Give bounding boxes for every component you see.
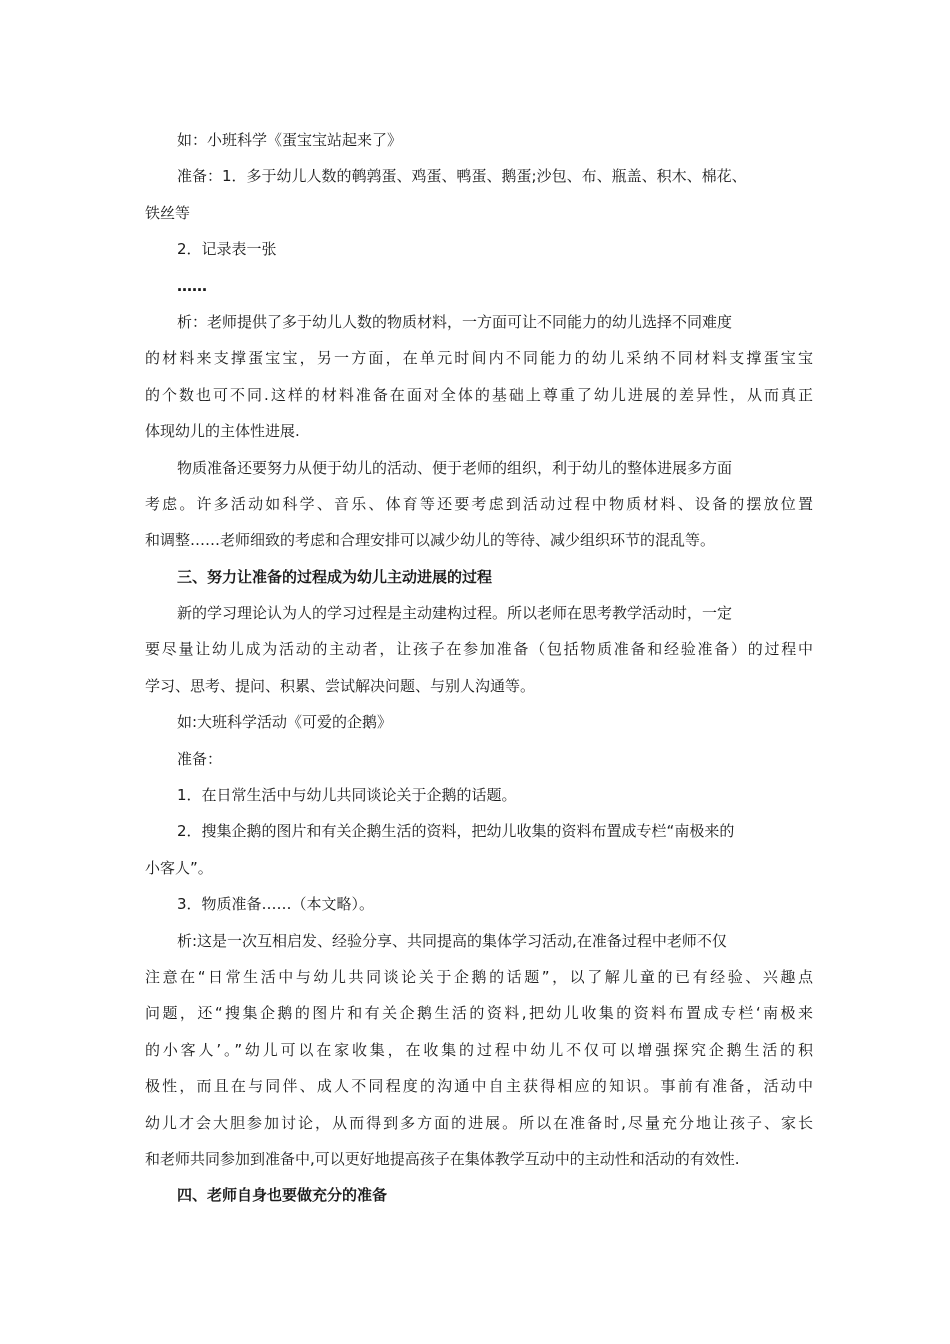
paragraph-line: 要尽量让幼儿成为活动的主动者，让孩子在参加准备（包括物质准备和经验准备）的过程中 [145,640,813,659]
document-body [145,122,813,1214]
paragraph-line: 如：小班科学《蛋宝宝站起来了》 [177,131,403,149]
paragraph-line: 体现幼儿的主体性进展. [145,422,300,441]
paragraph-line: 的个数也可不同.这样的材料准备在面对全体的基础上尊重了幼儿进展的差异性，从而真正 [145,385,813,404]
paragraph-line: 物质准备还要努力从便于幼儿的活动、便于老师的组织，利于幼儿的整体进展多方面 [177,458,733,477]
paragraph-line: 极性，而且在与同伴、成人不同程度的沟通中自主获得相应的知识。事前有准备，活动中 [145,1077,813,1096]
paragraph-line: 3．物质准备……（本文略）。 [177,895,375,914]
paragraph-line: 和调整……老师细致的考虑和合理安排可以减少幼儿的等待、减少组织环节的混乱等。 [145,531,716,550]
paragraph-line: 铁丝等 [145,203,191,222]
paragraph-line: 析：老师提供了多于幼儿人数的物质材料，一方面可让不同能力的幼儿选择不同难度 [177,312,733,331]
paragraph-line: 析:这是一次互相启发、经验分享、共同提高的集体学习活动,在准备过程中老师不仅 [177,931,727,950]
section-heading-line: …… [177,276,207,295]
paragraph-line: 学习、思考、提问、积累、尝试解决问题、与别人沟通等。 [145,676,536,695]
paragraph-line: 准备：1．多于幼儿人数的鹌鹑蛋、鸡蛋、鸭蛋、鹅蛋;沙包、布、瓶盖、积木、棉花、 [177,167,747,186]
paragraph-line: 考虑。许多活动如科学、音乐、体育等还要考虑到活动过程中物质材料、设备的摆放位置 [145,494,813,513]
paragraph-line: 的小客人’。”幼儿可以在家收集，在收集的过程中幼儿不仅可以增强探究企鹅生活的积 [145,1040,813,1059]
paragraph-line: 注意在“日常生活中与幼儿共同谈论关于企鹅的话题”，以了解儿童的已有经验、兴趣点 [145,967,813,986]
paragraph-line: 准备： [177,749,223,768]
paragraph-line: 2．搜集企鹅的图片和有关企鹅生活的资料，把幼儿收集的资料布置成专栏“南极来的 [177,822,735,841]
section-heading-line: 四、老师自身也要做充分的准备 [177,1186,388,1205]
paragraph-line: 幼儿才会大胆参加讨论，从而得到多方面的进展。所以在准备时,尽量充分地让孩子、家长 [145,1113,813,1132]
paragraph-line: 和老师共同参加到准备中,可以更好地提高孩子在集体教学互动中的主动性和活动的有效性. [145,1149,740,1168]
paragraph-line: 1．在日常生活中与幼儿共同谈论关于企鹅的话题。 [177,786,517,805]
paragraph-line: 的材料来支撑蛋宝宝，另一方面，在单元时间内不同能力的幼儿采纳不同材料支撑蛋宝宝 [145,349,813,368]
paragraph-line: 小客人”。 [145,858,213,877]
paragraph-line: 如:大班科学活动《可爱的企鹅》 [177,713,393,732]
paragraph-line: 2．记录表一张 [177,240,277,259]
paragraph-line: 问题，还“搜集企鹅的图片和有关企鹅生活的资料,把幼儿收集的资料布置成专栏‘南极来 [145,1004,813,1023]
paragraph-line: 新的学习理论认为人的学习过程是主动建构过程。所以老师在思考教学活动时，一定 [177,604,733,623]
section-heading-line: 三、努力让准备的过程成为幼儿主动进展的过程 [177,567,493,586]
